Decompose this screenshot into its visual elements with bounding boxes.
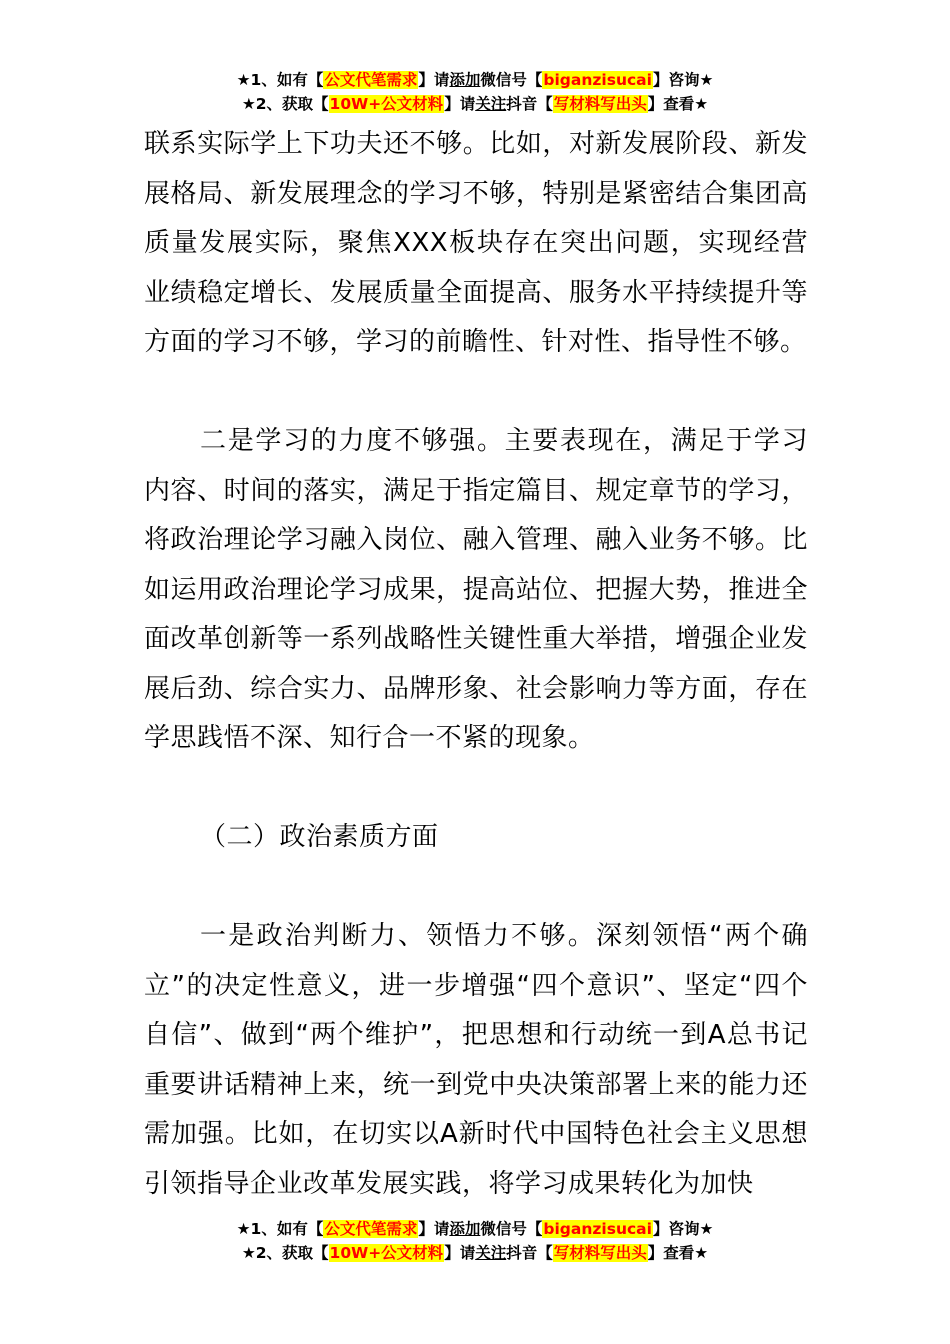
banner-text: 】查看★ [647,95,709,113]
banner-underline-follow: 关注 [475,95,507,113]
banner-underline-follow: 关注 [475,1244,507,1262]
paragraph-gap [144,863,808,913]
banner-text: ★2、获取【 [241,1244,329,1262]
banner-text: 】查看★ [647,1244,709,1262]
banner-text: 微信号【 [480,71,543,89]
banner-text: 微信号【 [480,1220,543,1238]
banner-highlight-materials: 10W+公文材料 [329,1244,444,1262]
banner-underline-add: 添加 [449,1220,481,1238]
banner-highlight-service: 公文代笔需求 [324,71,418,89]
paragraph-continued: 联系实际学上下功夫还不够。比如，对新发展阶段、新发展格局、新发展理念的学习不够，特别是紧密结合集团高质量发展实际，聚焦XXX板块存在突出问题，实现经营业绩稳定增长、发展质量全面提高、服务水平持续提升等方面的学习不够，学习的前瞻性、针对性、指导性不够。 [144,129,808,357]
banner-highlight-douyin: 写材料写出头 [553,1244,647,1262]
banner-text: 抖音【 [506,95,553,113]
banner-highlight-wechat: biganzisucai [543,1220,652,1238]
banner-highlight-wechat: biganzisucai [543,71,652,89]
paragraph-gap [144,368,808,418]
section-heading: （二）政治素质方面 [200,822,439,852]
banner-line-2 [0,92,950,116]
banner-text: ★1、如有【 [236,71,324,89]
banner-line-1 [0,68,950,92]
banner-text: 】咨询★ [652,71,714,89]
header-banner [0,68,950,116]
banner-underline-add: 添加 [449,71,481,89]
banner-text: ★1、如有【 [236,1220,324,1238]
banner-text: 】咨询★ [652,1220,714,1238]
paragraph-political-judgment: 一是政治判断力、领悟力不够。深刻领悟“两个确立”的决定性意义，进一步增强“四个意识”、坚定“四个自信”、做到“两个维护”，把思想和行动统一到A总书记重要讲话精神上来，统一到党中央决策部署上来的能力还需加强。比如，在切实以A新时代中国特色社会主义思想引领指导企业改革发展实践，将学习成果转化为加快 [144,921,808,1199]
banner-text: 】请 [444,1244,476,1262]
paragraph-gap [144,764,808,814]
banner-text: 】请 [418,1220,450,1238]
banner-highlight-materials: 10W+公文材料 [329,95,444,113]
banner-text: 抖音【 [506,1244,553,1262]
paragraph-study-intensity: 二是学习的力度不够强。主要表现在，满足于学习内容、时间的落实，满足于指定篇目、规定章节的学习，将政治理论学习融入岗位、融入管理、融入业务不够。比如运用政治理论学习成果，提高站位、把握大势，推进全面改革创新等一系列战略性关键性重大举措，增强企业发展后劲、综合实力、品牌形象、社会影响力等方面，存在学思践悟不深、知行合一不紧的现象。 [144,426,808,753]
banner-text: 】请 [444,95,476,113]
footer-banner [0,1217,950,1265]
banner-text: ★2、获取【 [241,95,329,113]
banner-line-2 [0,1241,950,1265]
banner-highlight-service: 公文代笔需求 [324,1220,418,1238]
banner-text: 】请 [418,71,450,89]
banner-highlight-douyin: 写材料写出头 [553,95,647,113]
banner-line-1 [0,1217,950,1241]
document-body [144,120,808,1209]
